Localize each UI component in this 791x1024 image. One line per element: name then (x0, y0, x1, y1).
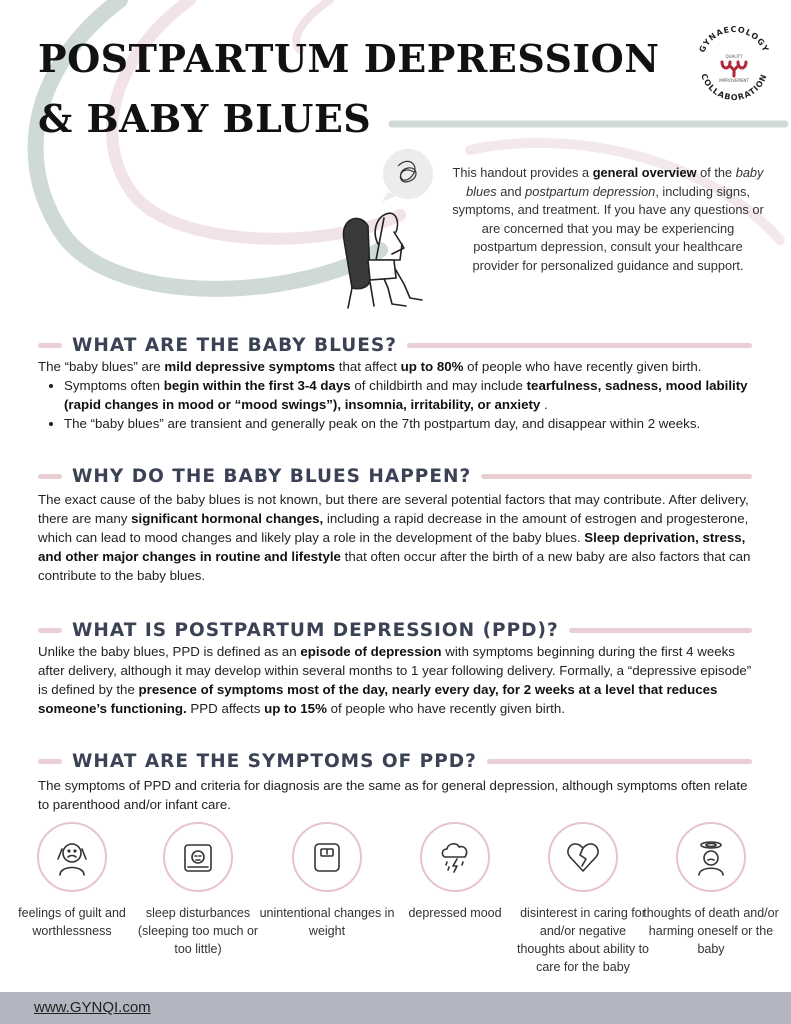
broken-heart-icon (548, 822, 618, 892)
symptom-item: sleep disturbances (sleeping too much or too little) (130, 822, 266, 958)
guilt-head-icon (37, 822, 107, 892)
gynqi-logo (692, 22, 776, 106)
symptom-item: depressed mood (387, 822, 523, 922)
section-body-symptoms: The symptoms of PPD and criteria for diagnosis are the same as for general depression, although symptoms often relate to parenthood and/or infant care. (38, 778, 748, 812)
intro-paragraph: This handout provides a general overview of the baby blues and postpartum depression, including signs, symptoms, and treatment. If you have any questions or are concerned that you may be experiencing postpartum depression, consult your healthcare provider for personalized guidance and support. (452, 165, 764, 273)
footer-bar (0, 992, 791, 1024)
sad-woman-illustration (330, 148, 460, 314)
baby-blues-intro: The “baby blues” are mild depressive symptoms that affect up to 80% of people who have recently given birth. (38, 359, 702, 374)
section-heading-symptoms: WHAT ARE THE SYMPTOMS OF PPD? (38, 749, 752, 773)
section-body-ppd: Unlike the baby blues, PPD is defined as an episode of depression with symptoms beginning during the first 4 weeks after delivery, although it may develop within several months to 1 year following delivery. Formally, a “depressive episode” is defined by the presence of symptoms most of the day, nearly every day, for 2 weeks at a level that reduces someone’s functioning. PPD affects up to 15% of people who have recently given birth. (38, 644, 752, 716)
symptom-item: unintentional changes in weight (259, 822, 395, 940)
svg-text:GYNAECOLOGY (697, 25, 770, 54)
logo-bottom-text: COLLABORATION (699, 72, 769, 103)
uterus-icon (722, 62, 746, 76)
symptom-item: disinterest in caring for and/or negative thoughts about ability to care for the baby (515, 822, 651, 976)
logo-quality-text: QUALITY (725, 54, 743, 59)
logo-improvement-text: IMPROVEMENT (719, 78, 749, 83)
section-body-why-blues: The exact cause of the baby blues is not known, but there are several potential factors that may contribute. After delivery, there are many significant hormonal changes, including a rapid decrease in the amount of estrogen and progesterone, which can lead to mood changes and likely play a role in the development of the baby blues. Sleep deprivation, stress, and other major changes in routine and lifestyle that often occur after the birth of a new baby are also factors that can contribute to the baby blues. (38, 492, 751, 583)
storm-cloud-icon (420, 822, 490, 892)
section-heading-ppd: WHAT IS POSTPARTUM DEPRESSION (PPD)? (38, 618, 752, 642)
page-title-line2: & BABY BLUES (38, 96, 372, 141)
list-item: • Symptoms often begin within the first 3-4 days of childbirth and may include tearfulness, sadness, mood lability (rapid changes in mood or “mood swings”), insomnia, irritability, or anxiety . (64, 376, 754, 414)
section-heading-why-blues: WHY DO THE BABY BLUES HAPPEN? (38, 464, 752, 488)
website-link[interactable]: www.GYNQI.com (34, 999, 151, 1016)
sleep-disturbance-icon (163, 822, 233, 892)
section-heading-baby-blues: WHAT ARE THE BABY BLUES? (38, 333, 752, 357)
page-title-line1: POSTPARTUM DEPRESSION (38, 36, 660, 81)
section-body-baby-blues (38, 357, 754, 433)
list-item: • The “baby blues” are transient and generally peak on the 7th postpartum day, and disappear within 2 weeks. (64, 414, 754, 433)
weight-scale-icon (292, 822, 362, 892)
dark-thoughts-icon (676, 822, 746, 892)
symptom-item: thoughts of death and/or harming oneself or the baby (643, 822, 779, 958)
logo-top-text: GYNAECOLOGY (697, 24, 771, 54)
symptom-item: feelings of guilt and worthlessness (4, 822, 140, 940)
